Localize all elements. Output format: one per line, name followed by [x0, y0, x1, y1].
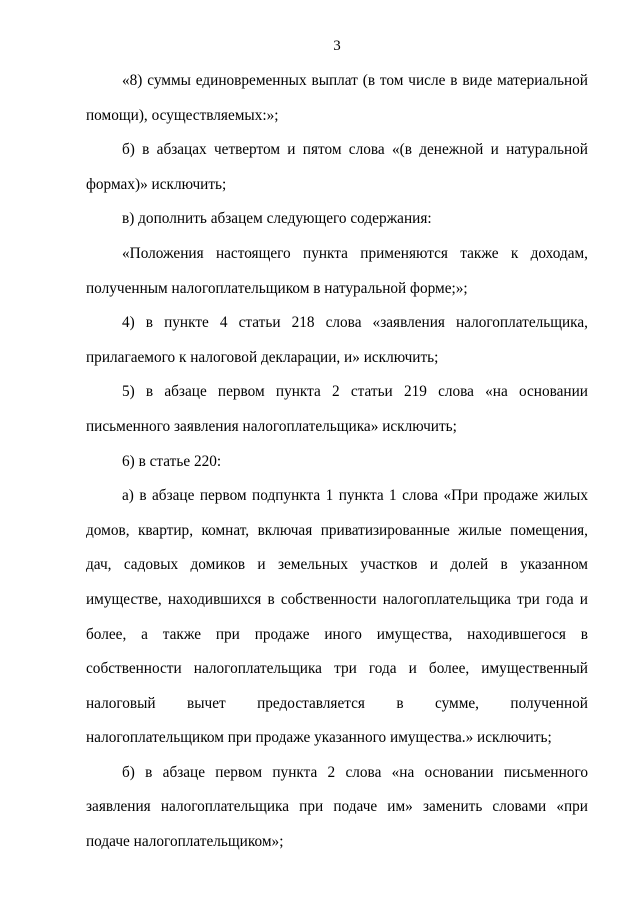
paragraph-in-kind-income: «Положения настоящего пункта применяются также к доходам, полученным налогоплательщиком в натуральной форме;»; — [86, 244, 588, 297]
paragraph-article-218: 4) в пункте 4 статьи 218 слова «заявления налогоплательщика, прилагаемого к налоговой декларации, и» исключить; — [86, 314, 588, 366]
document-body — [86, 64, 588, 860]
paragraph-a-property-sale: а) в абзаце первом подпункта 1 пункта 1 слова «При продаже жилых домов, квартир, комнат, включая приватизированные жилые помещения, дач, садовых домиков и земельных участков и долей в указанном имуществе, находившихся в собственности налогоплательщика три года и более, а также при продаже иного имущества, находившегося в собственности налогоплательщика три года и более, имущественный налоговый вычет предоставляется в сумме, полученной налогоплательщиком при продаже указанного имущества.» исключить; — [86, 487, 588, 747]
paragraph-b-replace-words: б) в абзаце первом пункта 2 слова «на основании письменного заявления налогоплательщика при подаче им» заменить словами «при подаче налогоплательщиком»; — [86, 763, 588, 851]
paragraph-article-219: 5) в абзаце первом пункта 2 статьи 219 слова «на основании письменного заявления налогоплательщика» исключить; — [86, 383, 588, 435]
paragraph-b-exclude-forms: б) в абзацах четвертом и пятом слова «(в денежной и натуральной формах)» исключить; — [86, 141, 588, 193]
page-number: 3 — [333, 38, 341, 54]
paragraph-item-8-payments: «8) суммы единовременных выплат (в том числе в виде материальной помощи), осуществляемых:»; — [86, 72, 588, 124]
paragraph-article-220: 6) в статье 220: — [122, 452, 222, 470]
paragraph-v-add-clause: в) дополнить абзацем следующего содержания: — [122, 210, 432, 228]
